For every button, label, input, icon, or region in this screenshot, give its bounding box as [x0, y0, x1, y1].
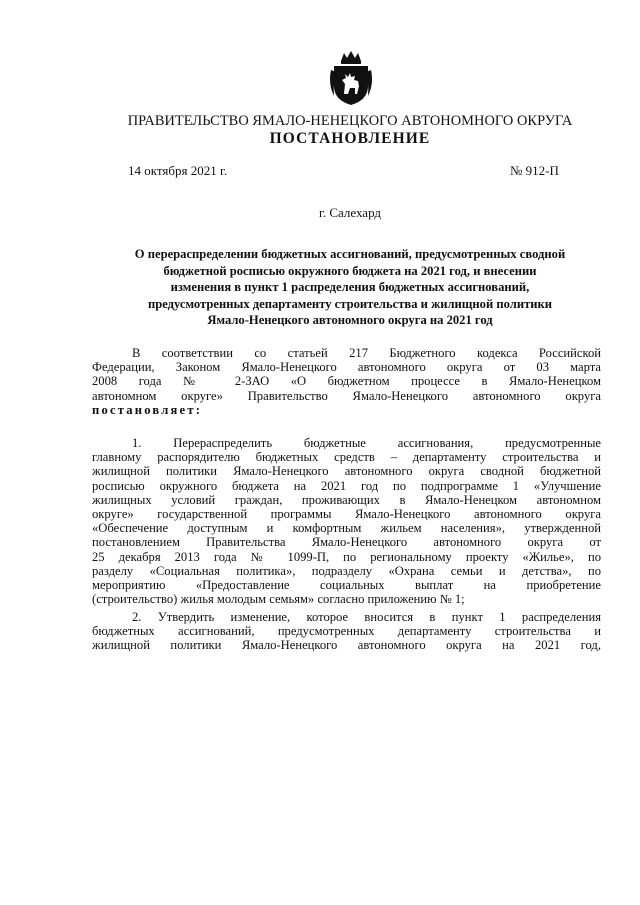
document-city: г. Салехард	[318, 205, 382, 220]
item-2-line: бюджетных ассигнований, предусмотренных департаменту строительства и	[92, 624, 601, 639]
item-1-paragraph	[92, 436, 601, 606]
coat-of-arms-icon	[328, 50, 374, 106]
item-1-line: разделу «Социальная политика», подразделу «Охрана семьи и детства», по	[92, 563, 601, 578]
subject-line: бюджетной росписью окружного бюджета на 2021 год, и внесении	[163, 263, 537, 278]
item-1-line: жилищной политики Ямало-Ненецкого автономного округа сводной бюджетной	[92, 464, 601, 479]
item-1-line: росписью окружного бюджета на 2021 год по подпрограмме 1 «Улучшение	[92, 478, 601, 493]
item-2-paragraph	[92, 610, 601, 653]
item-1-line: главному распорядителю бюджетных средств – департаменту строительства и	[92, 450, 601, 465]
subject-line: О перераспределении бюджетных ассигнований, предусмотренных сводной	[134, 247, 566, 261]
subject-line: изменения в пункт 1 распределения бюджетных ассигнований,	[170, 280, 530, 295]
item-1-line: (строительство) жилья молодым семьям» согласно приложению № 1;	[92, 592, 465, 607]
subject-line: Ямало-Ненецкого автономного округа на 2021 год	[207, 313, 493, 328]
item-1-line: 1. Перераспределить бюджетные ассигнования, предусмотренные	[132, 436, 601, 450]
government-title: ПРАВИТЕЛЬСТВО ЯМАЛО-НЕНЕЦКОГО АВТОНОМНОГО ОКРУГА	[127, 113, 573, 129]
item-2-line: жилищной политики Ямало-Ненецкого автономного округа на 2021 год,	[92, 638, 601, 653]
preamble-paragraph	[92, 346, 601, 417]
item-1-line: округе» государственной программы Ямало-Ненецкого автономного округа	[92, 507, 601, 522]
preamble-line: 2008 года № 2-ЗАО «О бюджетном процессе в Ямало-Ненецком	[92, 374, 601, 389]
item-1-line: постановлением Правительства Ямало-Ненецкого автономного округа от	[92, 535, 601, 550]
document-type: ПОСТАНОВЛЕНИЕ	[269, 130, 431, 147]
preamble-line: Федерации, Законом Ямало-Ненецкого автономного округа от 03 марта	[92, 360, 601, 375]
resolve-word: постановляет:	[92, 402, 203, 417]
document-subject	[92, 246, 608, 329]
document-date: 14 октября 2021 г.	[128, 163, 228, 178]
preamble-line: В соответствии со статьей 217 Бюджетного кодекса Российской	[132, 346, 601, 360]
item-1-line: мероприятию «Предоставление социальных выплат на приобретение	[92, 578, 601, 593]
item-1-line: «Обеспечение доступным и комфортным жильем населения», утвержденной	[92, 521, 601, 536]
subject-line: предусмотренных департаменту строительства и жилищной политики	[147, 296, 553, 311]
item-1-line: жилищных условий граждан, проживающих в Ямало-Ненецком автономном	[92, 492, 601, 507]
item-2-line: 2. Утвердить изменение, которое вносится в пункт 1 распределения	[132, 610, 601, 624]
preamble-line: автономном округе» Правительство Ямало-Ненецкого автономного округа	[92, 388, 601, 403]
document-number: № 912-П	[510, 163, 559, 178]
item-1-line: 25 декабря 2013 года № 1099-П, по региональному проекту «Жилье», по	[92, 549, 601, 564]
